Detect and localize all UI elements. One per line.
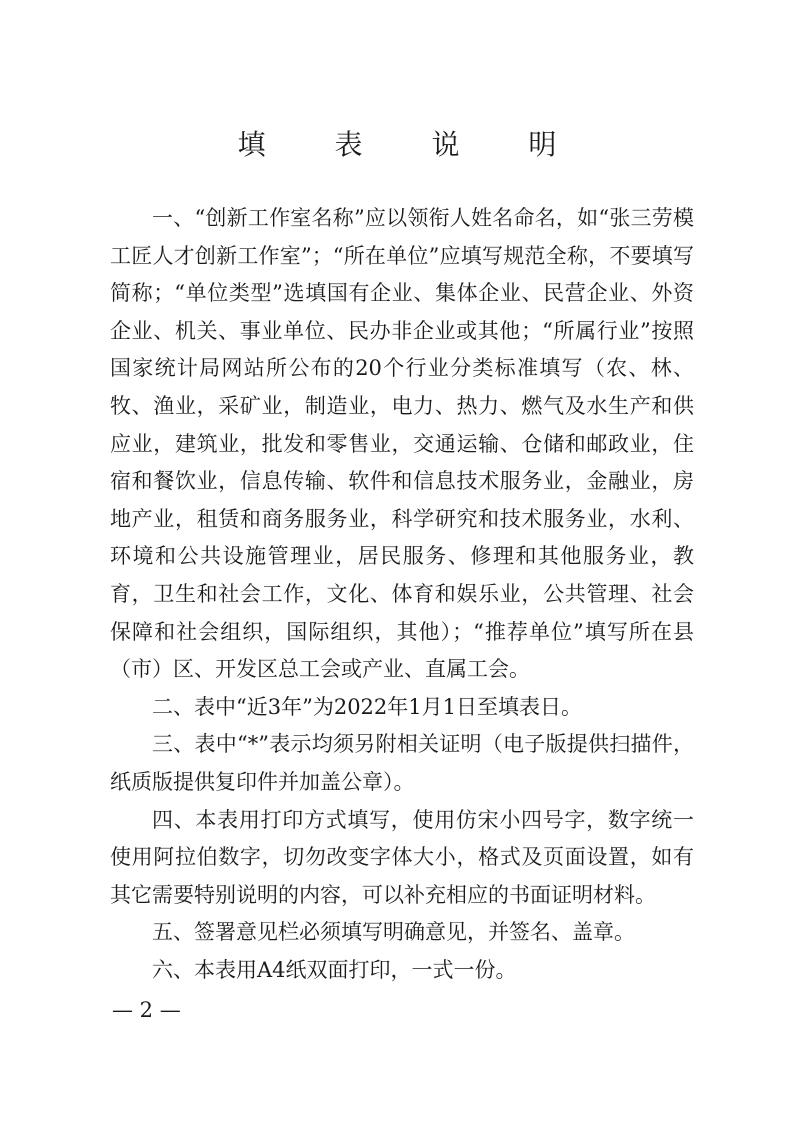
instruction-paragraph-3: 三、表中“*”表示均须另附相关证明（电子版提供扫描件，纸质版提供复印件并加盖公章）。 [110, 732, 694, 794]
instructions-body [110, 200, 694, 989]
instruction-paragraph-1: 一、“创新工作室名称”应以领衔人姓名命名，如“张三劳模工匠人才创新工作室”；“所在单位”应填写规范全称，不要填写简称；“单位类型”选填国有企业、集体企业、民营企业、外资企业、机关、事业单位、民办非企业或其他；“所属行业”按照国家统计局网站所公布的20个行业分类标准填写（农、林、牧、渔业，采矿业，制造业，电力、热力、燃气及水生产和供应业，建筑业，批发和零售业，交通运输、仓储和邮政业，住宿和餐饮业，信息传输、软件和信息技术服务业，金融业，房地产业，租赁和商务服务业，科学研究和技术服务业，水利、环境和公共设施管理业，居民服务、修理和其他服务业，教育，卫生和社会工作，文化、体育和娱乐业，公共管理、社会保障和社会组织，国际组织，其他）；“推荐单位”填写所在县（市）区、开发区总工会或产业、直属工会。 [110, 206, 694, 682]
instruction-paragraph-4: 四、本表用打印方式填写，使用仿宋小四号字，数字统一使用阿拉伯数字，切勿改变字体大小，格式及页面设置，如有其它需要特别说明的内容，可以补充相应的书面证明材料。 [110, 807, 694, 907]
instruction-paragraph-2: 二、表中“近3年”为2022年1月1日至填表日。 [152, 694, 582, 719]
instruction-paragraph-6: 六、本表用A4纸双面打印，一式一份。 [152, 957, 517, 982]
page-number: — 2 — [112, 998, 181, 1022]
instruction-paragraph-5: 五、签署意见栏必须填写明确意见，并签名、盖章。 [152, 920, 635, 945]
page-title: 填 表 说 明 [237, 128, 587, 161]
